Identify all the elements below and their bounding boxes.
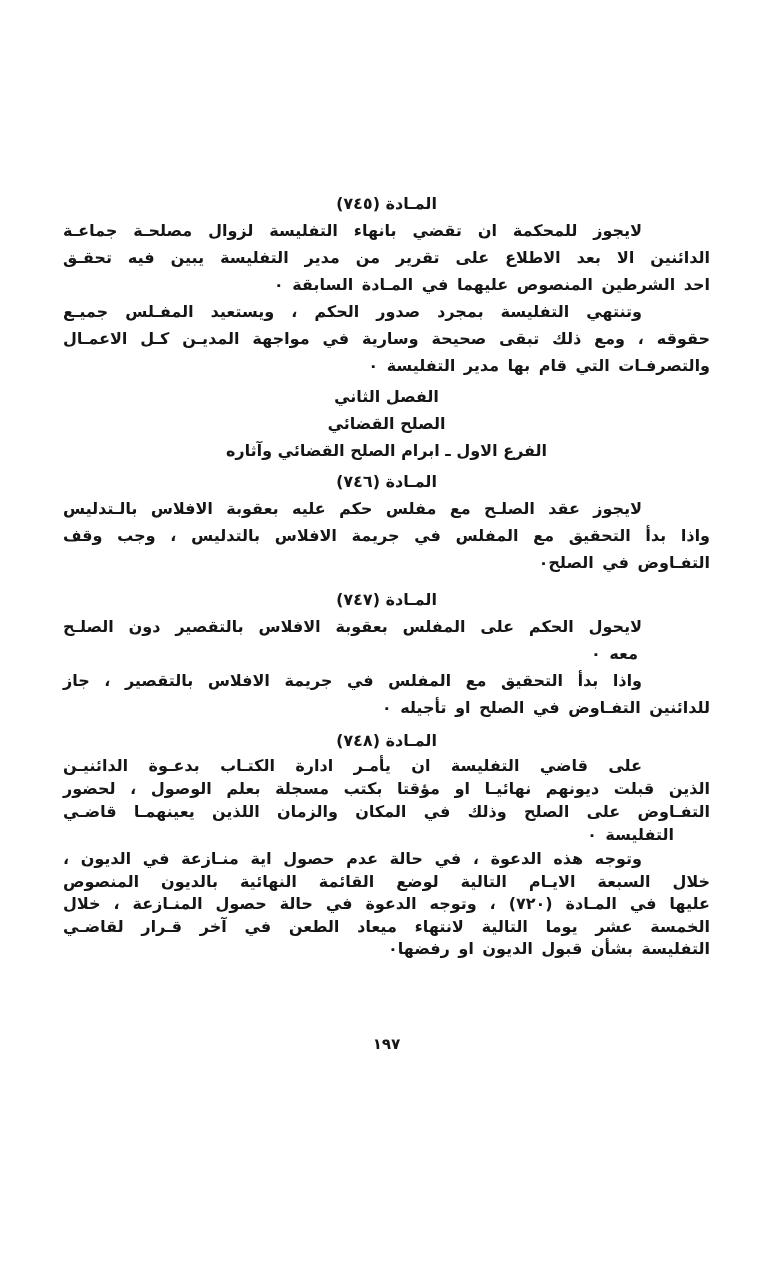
scanned-document-page — [0, 190, 768, 1275]
text-line: الدائنين الا بعد الاطلاع على تقرير من مدير التفليسة يبين فيه تحقـق — [63, 248, 710, 267]
text-line: وتنتهي التفليسة بمجرد صدور الحكم ، ويستعيد المفـلس جميـع — [63, 302, 642, 321]
article-746-heading: المـادة (٧٤٦) — [336, 472, 437, 491]
text-line: واذا بدأ التحقيق مع المفلس في جريمة الافلاس بالتدليس ، وجب وقف — [63, 526, 710, 545]
chapter-subtitle: الصلح القضائي — [327, 414, 446, 433]
section-title: الفرع الاول ـ ابرام الصلح القضائي وآثاره — [225, 441, 548, 460]
page-number: ١٩٧ — [372, 1034, 401, 1053]
text-line: حقوقه ، ومع ذلك تبقى صحيحة وسارية في مواجهة المديـن كـل الاعمـال — [63, 329, 710, 348]
chapter-heading-block — [63, 383, 710, 464]
text-line: الخمسة عشر يوما التالية لانتهاء ميعاد الطعن في آخر قـرار لقاضـي — [63, 916, 710, 936]
text-line: الذين قبلت ديونهم نهائيـا او مؤقتا بكتب مسجلة بعلم الوصول ، لحضور — [63, 779, 710, 798]
text-line: التفليسة بشأن قبول الديون او رفضها٠ — [388, 939, 710, 958]
text-line: لايجوز عقد الصلـح مع مفلس حكم عليه بعقوبة الافلاس بالـتدليس — [63, 499, 642, 518]
article-747-paragraph-1 — [63, 613, 710, 667]
text-line: احد الشرطين المنصوص عليهما في المـادة السابقة ٠ — [273, 275, 710, 294]
article-745-heading: المـادة (٧٤٥) — [336, 194, 437, 213]
text-line: لايجوز للمحكمة ان تقضي بانهاء التفليسة لزوال مصلحـة جماعـة — [63, 221, 642, 240]
text-line: التفـاوض في الصلح٠ — [538, 553, 710, 572]
text-line: على قاضي التفليسة ان يأمـر ادارة الكتـاب بدعـوة الدائنيـن — [63, 756, 642, 775]
text-line: وتوجه هذه الدعوة ، في حالة عدم حصول اية منـازعة في الديون ، — [63, 849, 642, 868]
article-745-paragraph-1 — [63, 217, 710, 298]
text-line: معه ٠ — [591, 644, 638, 663]
text-line: التفليسة ٠ — [587, 825, 674, 844]
article-748-heading: المـادة (٧٤٨) — [336, 731, 437, 750]
article-748-paragraph-2 — [63, 848, 710, 961]
text-block — [63, 190, 710, 1053]
text-line: التفـاوض على الصلح وذلك في المكان والزمان اللذين يعينهمـا قاضـي — [63, 802, 710, 821]
chapter-title: الفصل الثاني — [334, 387, 439, 406]
text-line: خلال السبعة الايـام التالية لوضع القائمة النهائية بالديون المنصوص — [63, 871, 710, 891]
text-line: والتصرفـات التي قام بها مدير التفليسة ٠ — [368, 356, 710, 375]
text-line: عليها في المـادة (٧٢٠) ، وتوجه الدعوة في حالة حصول المنـازعة ، خلال — [63, 894, 710, 913]
article-746-paragraph-1 — [63, 495, 710, 576]
text-line: واذا بدأ التحقيق مع المفلس في جريمة الافلاس بالتقصير ، جاز — [63, 671, 642, 690]
article-747-paragraph-2 — [63, 667, 710, 721]
article-747-heading: المـادة (٧٤٧) — [336, 590, 437, 609]
text-line: للدائنين التفـاوض في الصلح او تأجيله ٠ — [381, 698, 710, 717]
article-748-paragraph-1 — [63, 754, 710, 846]
text-line: لايحول الحكم على المفلس بعقوبة الافلاس بالتقصير دون الصلـح — [63, 617, 642, 636]
article-745-paragraph-2 — [63, 298, 710, 379]
